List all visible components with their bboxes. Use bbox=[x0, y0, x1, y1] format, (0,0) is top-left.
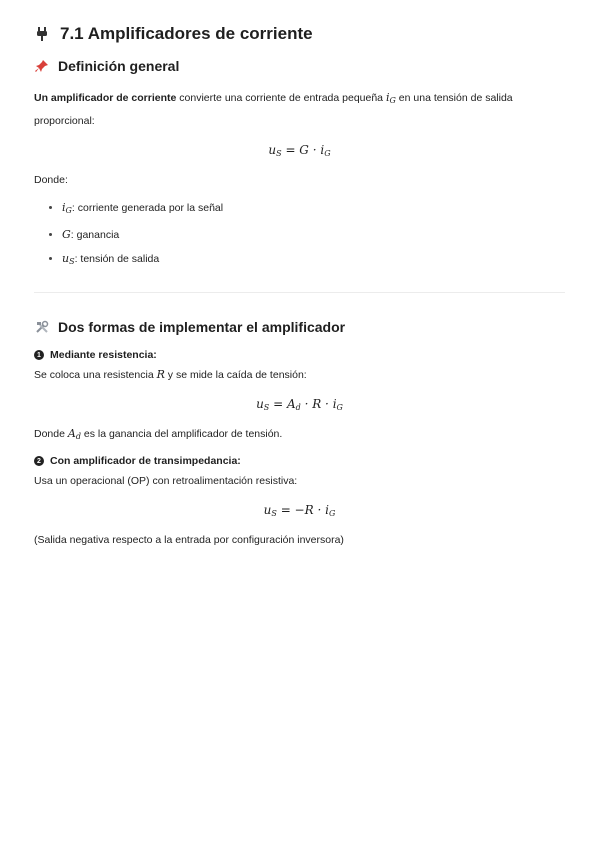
page-title: 7.1 Amplificadores de corriente bbox=[60, 24, 313, 43]
page-title-row bbox=[34, 24, 565, 44]
divider bbox=[34, 292, 565, 293]
tools-icon bbox=[34, 319, 50, 335]
step-2-text: Usa un operacional (OP) con retroalimentación resistiva: bbox=[34, 475, 298, 487]
formula-definition: $u_S = G \cdot i_G$ bbox=[268, 143, 331, 158]
list-item: • G: ganancia bbox=[62, 223, 565, 247]
number-badge: 2 bbox=[34, 456, 44, 466]
step-1-text: Se coloca una resistencia R y se mide la caída de tensión: bbox=[34, 368, 307, 381]
plug-icon bbox=[34, 26, 50, 42]
step-1-note: Donde $A_d$ es la ganancia del amplificador de tensión. bbox=[34, 427, 283, 441]
step-2-note: (Salida negativa respecto a la entrada por configuración inversora) bbox=[34, 534, 344, 546]
pushpin-icon bbox=[34, 58, 50, 74]
formula-step-2: $u_S = -R \cdot i_G$ bbox=[263, 503, 336, 518]
definition-paragraph: Un amplificador de corriente convierte una corriente de entrada pequeña $i_G$ en una tensión de salida proporcional: bbox=[34, 91, 513, 127]
step-1-heading: 1 Mediante resistencia: bbox=[34, 349, 565, 361]
section-heading-text: Dos formas de implementar el amplificador bbox=[58, 319, 346, 335]
donde-label: Donde: bbox=[34, 174, 68, 186]
formula-step-1: $u_S = A_d \cdot R \cdot i_G$ bbox=[256, 397, 343, 412]
section-heading-forms bbox=[34, 319, 565, 335]
list-item: • $i_G$: corriente generada por la señal bbox=[62, 196, 565, 223]
section-heading-text: Definición general bbox=[58, 58, 180, 74]
variable-list bbox=[34, 196, 565, 274]
list-item: • $u_S$: tensión de salida bbox=[62, 247, 565, 274]
section-heading-definition bbox=[34, 58, 565, 74]
step-2-heading: 2 Con amplificador de transimpedancia: bbox=[34, 455, 565, 467]
number-badge: 1 bbox=[34, 350, 44, 360]
